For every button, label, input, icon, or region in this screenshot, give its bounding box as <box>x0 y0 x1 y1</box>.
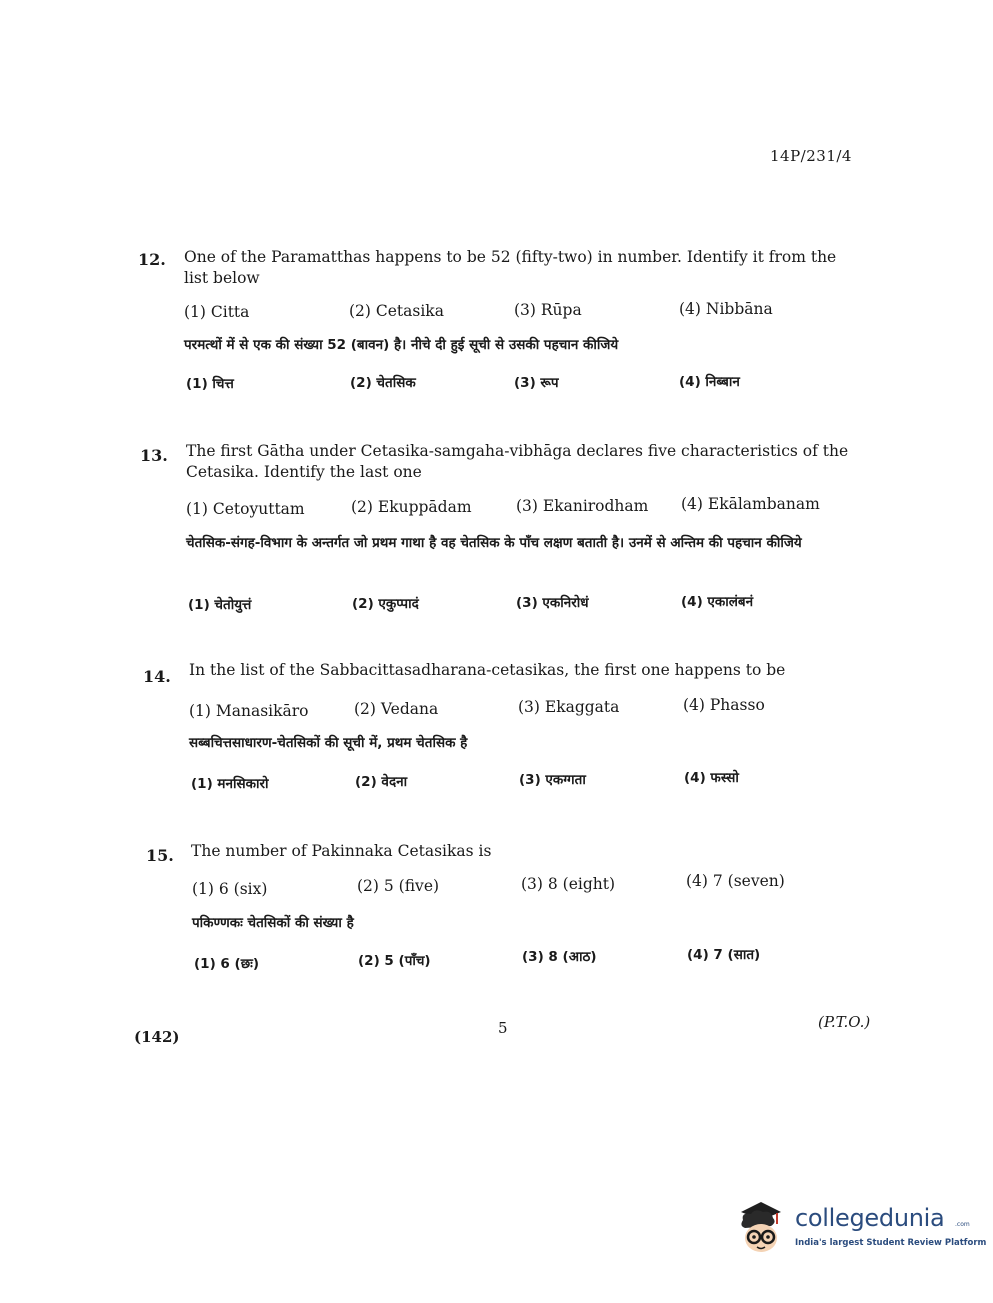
option-en-3: (3) Rūpa <box>514 301 582 319</box>
option-hi-1: (1) मनसिकारो <box>191 776 269 792</box>
question-text-hi: चेतसिक-संगह-विभाग के अन्तर्गत जो प्रथम गाथा है वह चेतसिक के पाँच लक्षण बताती है। उनमें से अन्तिम की पहचान कीजिये <box>186 535 802 551</box>
page-number: 5 <box>498 1019 508 1037</box>
paper-serial: (142) <box>134 1028 180 1046</box>
option-hi-2: (2) 5 (पाँच) <box>358 953 431 969</box>
option-en-4: (4) 7 (seven) <box>686 872 785 890</box>
option-en-4: (4) Nibbāna <box>679 300 773 318</box>
option-hi-4: (4) फस्सो <box>684 770 739 786</box>
option-en-1: (1) Cetoyuttam <box>186 500 305 518</box>
collegedunia-logo <box>733 1198 987 1258</box>
option-en-1: (1) Citta <box>184 303 250 321</box>
option-hi-1: (1) चित्त <box>186 376 234 392</box>
option-hi-1: (1) चेतोयुत्तं <box>188 597 252 613</box>
question-text-en: The number of Pakinnaka Cetasikas is <box>191 842 492 860</box>
option-hi-3: (3) 8 (आठ) <box>522 949 597 965</box>
question-number: 12. <box>138 250 166 269</box>
question-text-hi: पकिण्णकः चेतसिकों की संख्या है <box>192 915 354 931</box>
question-number: 15. <box>146 846 174 865</box>
option-hi-4: (4) निब्बान <box>679 374 740 390</box>
question-text-hi: परमत्थों में से एक की संख्या 52 (बावन) है। नीचे दी हुई सूची से उसकी पहचान कीजिये <box>184 337 619 353</box>
option-hi-1: (1) 6 (छः) <box>194 956 260 972</box>
option-en-3: (3) 8 (eight) <box>521 875 616 893</box>
logo-wordmark: collegedunia <box>795 1204 945 1232</box>
option-hi-4: (4) एकालंबनं <box>681 594 754 610</box>
question-text-en: In the list of the Sabbacittasadharana-cetasikas, the first one happens to be <box>189 661 786 679</box>
option-en-4: (4) Ekālambanam <box>681 495 820 513</box>
option-en-1: (1) Manasikāro <box>189 702 309 720</box>
question-number: 14. <box>143 667 171 686</box>
logo-suffix: .com <box>955 1221 970 1228</box>
logo-tagline: India's largest Student Review Platform <box>795 1238 987 1248</box>
option-hi-4: (4) 7 (सात) <box>687 947 761 963</box>
option-hi-2: (2) चेतसिक <box>350 375 416 391</box>
option-en-3: (3) Ekanirodham <box>516 497 649 515</box>
option-en-2: (2) 5 (five) <box>357 877 440 895</box>
option-en-2: (2) Vedana <box>354 700 439 718</box>
option-hi-3: (3) एकनिरोधं <box>516 595 589 611</box>
please-turn-over: (P.T.O.) <box>818 1013 871 1031</box>
question-text-hi: सब्बचित्तसाधारण-चेतसिकों की सूची में, प्रथम चेतसिक है <box>189 735 468 751</box>
question-text-en: The first Gātha under Cetasika-samgaha-vibhāga declares five characteristics of the Cetasika. Identify the last one <box>186 442 849 481</box>
option-hi-3: (3) रूप <box>514 375 559 391</box>
option-en-4: (4) Phasso <box>683 696 765 714</box>
option-hi-3: (3) एकग्गता <box>519 772 586 788</box>
option-en-2: (2) Ekuppādam <box>351 498 472 516</box>
option-hi-2: (2) एकुप्पादं <box>352 596 419 612</box>
option-en-3: (3) Ekaggata <box>518 698 620 716</box>
question-text-en: One of the Paramatthas happens to be 52 (fifty-two) in number. Identify it from the list below <box>184 248 837 287</box>
option-hi-2: (2) वेदना <box>355 774 408 790</box>
option-en-1: (1) 6 (six) <box>192 880 268 898</box>
paper-code: 14P/231/4 <box>770 147 852 165</box>
question-number: 13. <box>140 446 168 465</box>
mascot-icon <box>733 1198 793 1258</box>
option-en-2: (2) Cetasika <box>349 302 444 320</box>
